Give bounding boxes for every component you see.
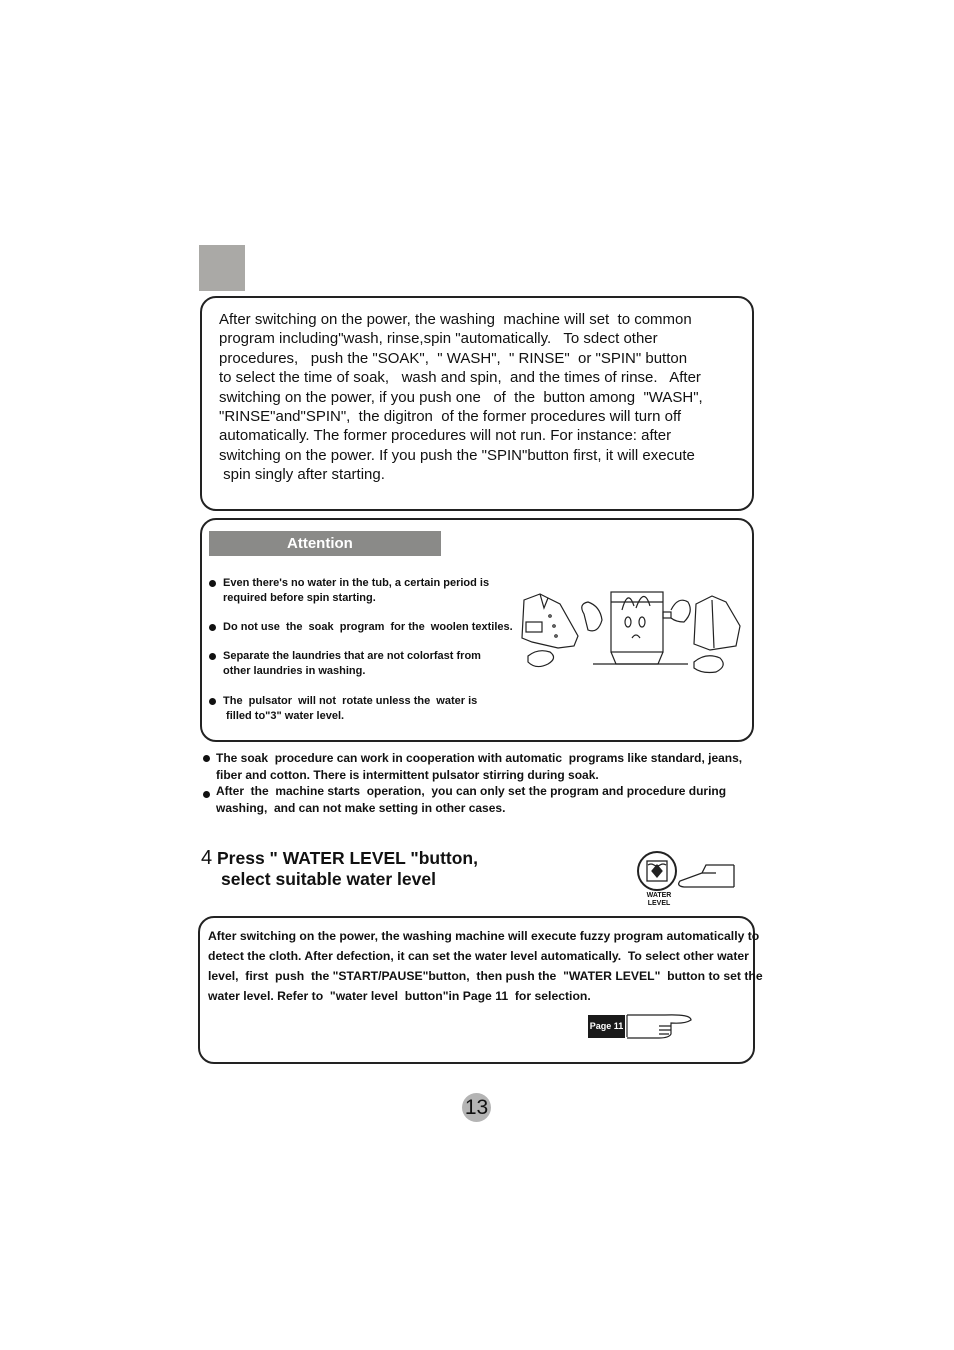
attention-bullet: [223, 620, 513, 635]
intro-line: spin singly after starting.: [219, 466, 385, 484]
wl-line: After switching on the power, the washing machine will execute fuzzy program automatically to: [208, 929, 760, 943]
wl-line: detect the cloth. After defection, it can set the water level automatically. To select other water: [208, 949, 749, 963]
bullet-line: Even there's no water in the tub, a certain period is: [223, 577, 490, 589]
bullet-icon: [209, 580, 216, 587]
bullet-icon: [209, 698, 216, 705]
water-level-button-icon: [636, 851, 738, 891]
bullet-icon: [209, 624, 216, 631]
attention-bullet: [223, 649, 481, 679]
note-line: After the machine starts operation, you can only set the program and procedure during: [216, 784, 727, 798]
note-line: washing, and can not make setting in other cases.: [216, 801, 506, 815]
bullet-icon: [209, 653, 216, 660]
intro-line: to select the time of soak, wash and spin, and the times of rinse. After: [219, 369, 701, 387]
note-line: The soak procedure can work in cooperation with automatic programs like standard, jeans,: [216, 751, 743, 765]
attention-bullet: [223, 694, 477, 724]
label-line: WATER: [646, 892, 672, 899]
intro-line: switching on the power, if you push one of the button among "WASH",: [219, 388, 703, 406]
section-marker: [199, 245, 245, 291]
page-number: 13: [462, 1093, 491, 1122]
step-title-line: select suitable water level: [221, 869, 436, 889]
bullet-line: other laundries in washing.: [223, 665, 366, 677]
intro-text: [219, 310, 703, 485]
pointing-hand-icon: [625, 1012, 693, 1040]
step-heading: [201, 848, 478, 890]
bullet-line: required before spin starting.: [223, 592, 376, 604]
washing-machine-illustration: [518, 586, 743, 678]
step-title-line: Press " WATER LEVEL "button,: [217, 848, 478, 868]
intro-line: procedures, push the "SOAK", " WASH", " RINSE" or "SPIN" button: [219, 349, 688, 367]
bullet-icon: [203, 755, 210, 762]
wl-line: level, first push the "START/PAUSE"button, then push the "WATER LEVEL" button to set the: [208, 969, 763, 983]
intro-line: automatically. The former procedures will not run. For instance: after: [219, 427, 672, 445]
intro-line: "RINSE"and"SPIN", the digitron of the former procedures will turn off: [219, 408, 682, 426]
bullet-line: filled to"3" water level.: [223, 710, 345, 722]
label-line: LEVEL: [647, 900, 671, 907]
bullet-icon: [203, 791, 210, 798]
wl-line: water level. Refer to "water level button"in Page 11 for selection.: [208, 989, 591, 1003]
intro-line: program including"wash, rinse,spin "automatically. To sdect other: [219, 330, 658, 348]
bullet-line: The pulsator will not rotate unless the water is: [223, 695, 478, 707]
step-number: 4: [201, 847, 213, 869]
water-level-text: [208, 926, 763, 1006]
note-item: [216, 783, 726, 817]
intro-line: After switching on the power, the washing machine will set to common: [219, 311, 692, 328]
attention-bullet: [223, 576, 489, 606]
page-reference-badge: Page 11: [588, 1015, 625, 1038]
attention-heading: Attention: [209, 531, 441, 556]
water-level-button-label: [640, 892, 678, 908]
note-item: [216, 750, 742, 784]
note-line: fiber and cotton. There is intermittent pulsator stirring during soak.: [216, 768, 599, 782]
bullet-line: Do not use the soak program for the woolen textiles.: [223, 621, 513, 633]
bullet-line: Separate the laundries that are not colorfast from: [223, 650, 481, 662]
intro-line: switching on the power. If you push the "SPIN"button first, it will execute: [219, 446, 695, 464]
